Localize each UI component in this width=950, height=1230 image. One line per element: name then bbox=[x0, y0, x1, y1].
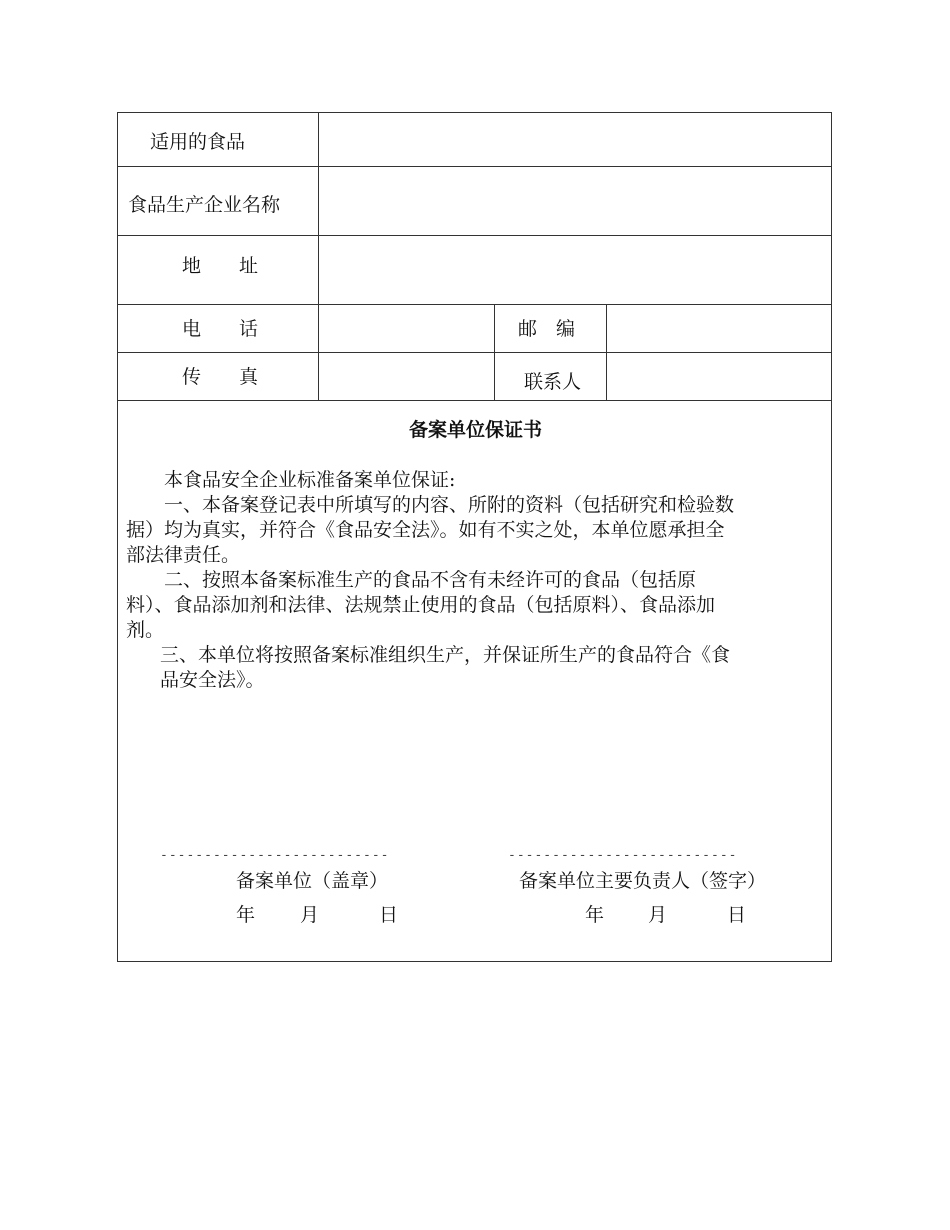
guarantee-item-2: 二、按照本备案标准生产的食品不含有未经许可的食品（包括原 bbox=[164, 569, 697, 591]
fax-field[interactable] bbox=[320, 354, 492, 399]
guarantee-item-1: 一、本备案登记表中所填写的内容、所附的资料（包括研究和检验数 bbox=[164, 494, 735, 516]
head-date-month: 月 bbox=[648, 904, 668, 926]
address-label: 地 址 bbox=[182, 255, 259, 277]
postcode-label: 邮 编 bbox=[518, 318, 576, 340]
food-field[interactable] bbox=[320, 114, 830, 165]
guarantee-item-1: 据）均为真实，并符合《食品安全法》。如有不实之处，本单位愿承担全 bbox=[126, 519, 725, 541]
phone-field[interactable] bbox=[320, 306, 492, 351]
unit-seal-line: -------------------------- bbox=[160, 848, 390, 863]
registration-form bbox=[117, 112, 832, 962]
row-divider bbox=[118, 352, 831, 353]
unit-seal-label: 备案单位（盖章） bbox=[236, 870, 389, 892]
row-divider bbox=[118, 304, 831, 305]
column-divider bbox=[494, 304, 495, 400]
column-divider bbox=[606, 304, 607, 400]
head-signature-line: -------------------------- bbox=[508, 848, 738, 863]
head-date-day: 日 bbox=[727, 904, 747, 926]
row-divider bbox=[118, 235, 831, 236]
guarantee-item-2: 剂。 bbox=[126, 619, 165, 641]
contact-field[interactable] bbox=[608, 354, 830, 399]
postcode-field[interactable] bbox=[608, 306, 830, 351]
unit-date-year: 年 bbox=[236, 904, 256, 926]
guarantee-intro: 本食品安全企业标准备案单位保证: bbox=[164, 469, 456, 491]
head-date-year: 年 bbox=[585, 904, 605, 926]
unit-date-day: 日 bbox=[379, 904, 399, 926]
contact-label: 联系人 bbox=[524, 371, 582, 393]
food-label: 适用的食品 bbox=[150, 131, 246, 153]
guarantee-item-3: 三、本单位将按照备案标准组织生产，并保证所生产的食品符合《食 bbox=[160, 644, 731, 666]
row-divider bbox=[118, 400, 831, 401]
row-divider bbox=[118, 166, 831, 167]
guarantee-title: 备案单位保证书 bbox=[408, 419, 542, 441]
guarantee-item-2: 料）、食品添加剂和法律、法规禁止使用的食品（包括原料）、食品添加 bbox=[126, 594, 716, 616]
company-name-label: 食品生产企业名称 bbox=[128, 194, 281, 216]
phone-label: 电 话 bbox=[182, 318, 259, 340]
column-divider bbox=[318, 113, 319, 400]
unit-date-month: 月 bbox=[300, 904, 320, 926]
guarantee-item-3: 品安全法》。 bbox=[160, 669, 265, 691]
fax-label: 传 真 bbox=[182, 366, 259, 388]
head-signature-label: 备案单位主要负责人（签字） bbox=[519, 870, 767, 892]
guarantee-item-1: 部法律责任。 bbox=[126, 544, 241, 566]
address-field[interactable] bbox=[320, 237, 830, 303]
company-name-field[interactable] bbox=[320, 168, 830, 234]
